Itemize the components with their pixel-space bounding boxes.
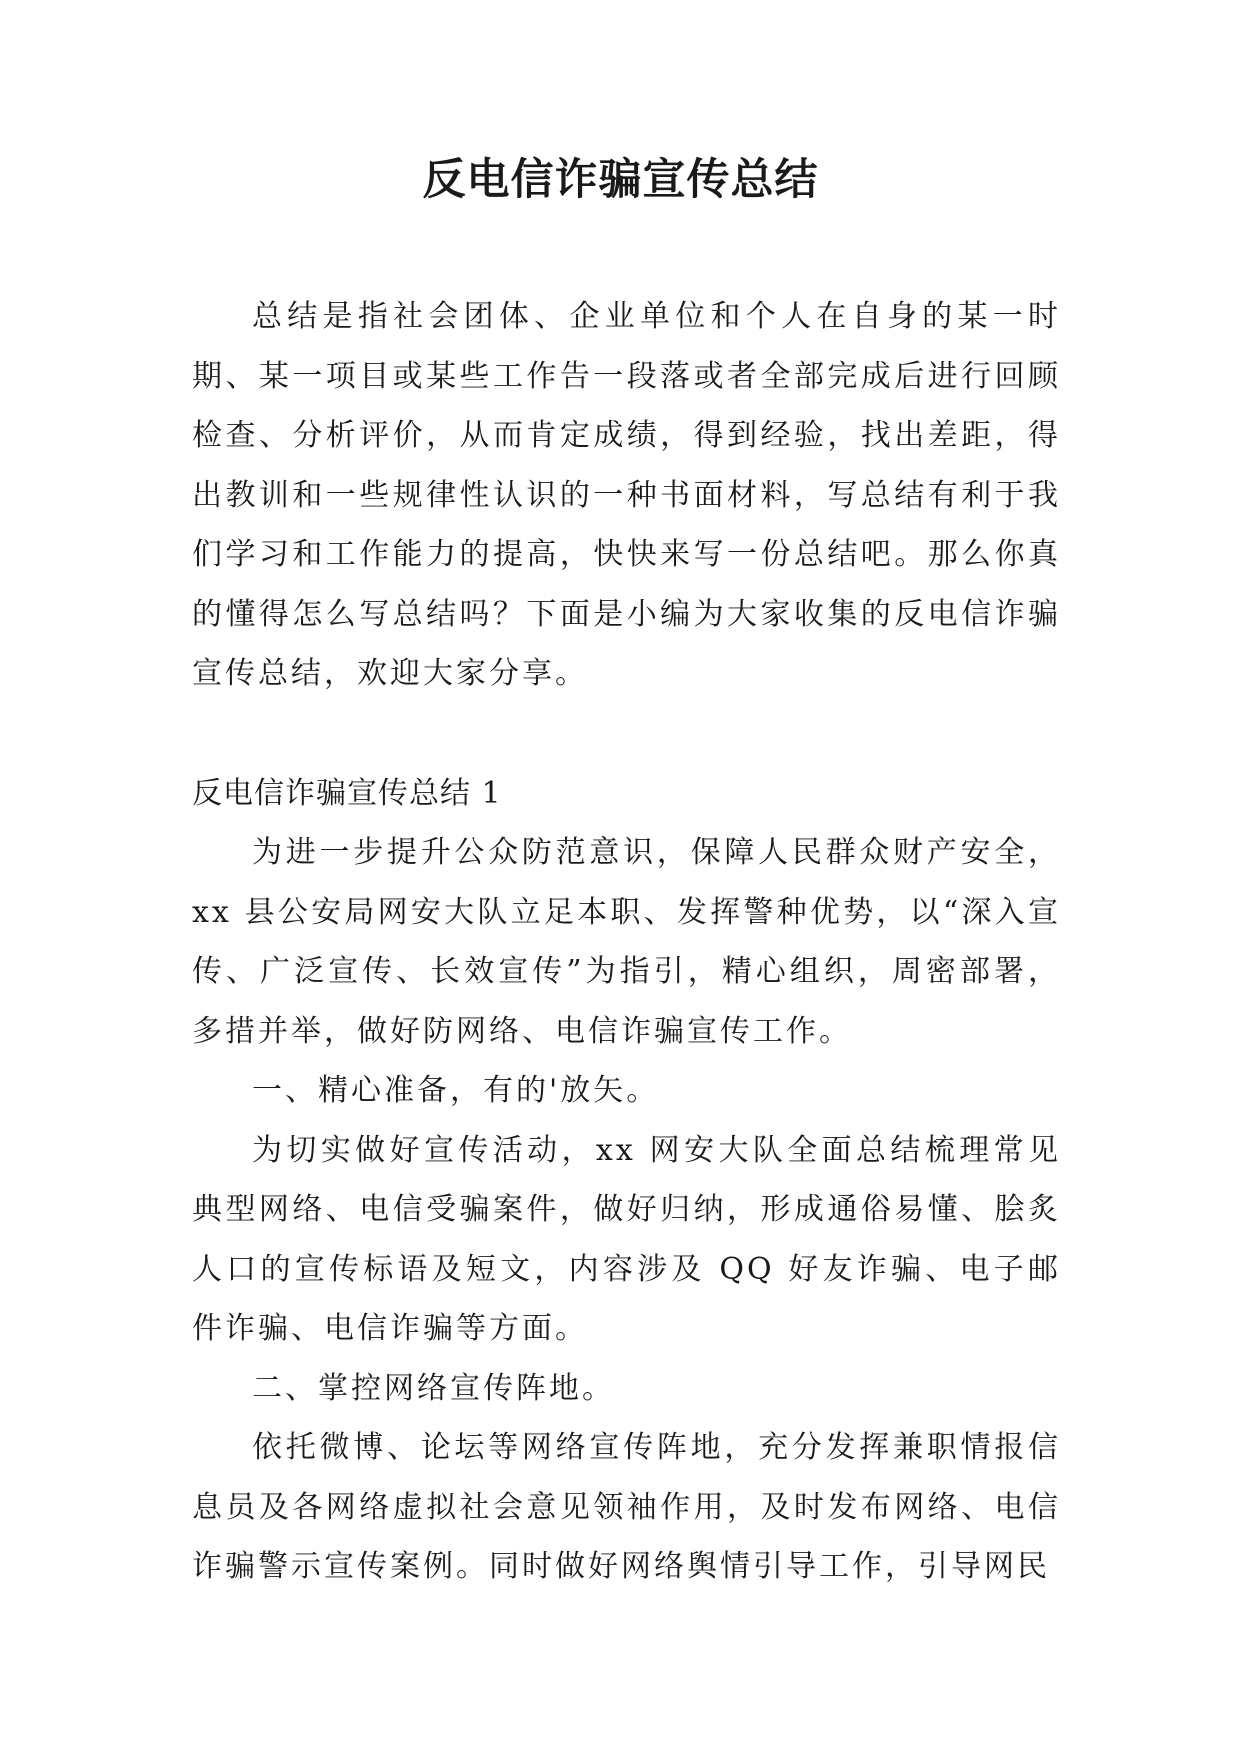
body-paragraph-1: 为进一步提升公众防范意识，保障人民群众财产安全，xx 县公安局网安大队立足本职、发挥警种优势，以“深入宣传、广泛宣传、长效宣传”为指引，精心组织，周密部署，多措并举，做好防网络、电信诈骗宣传工作。 — [192, 835, 1061, 1049]
document-body — [192, 287, 1061, 1597]
body-paragraph-3: 依托微博、论坛等网络宣传阵地，充分发挥兼职情报信息员及各网络虚拟社会意见领袖作用，及时发布网络、电信诈骗警示宣传案例。同时做好网络舆情引导工作，引导网民 — [192, 1430, 1061, 1584]
body-paragraph-2: 为切实做好宣传活动，xx 网安大队全面总结梳理常见典型网络、电信受骗案件，做好归纳，形成通俗易懂、脍炙人口的宣传标语及短文，内容涉及 QQ 好友诈骗、电子邮件诈骗、电信诈骗等方面。 — [192, 1132, 1061, 1346]
subheading-1: 一、精心准备，有的'放矢。 — [252, 1073, 660, 1108]
section-heading: 反电信诈骗宣传总结 1 — [192, 775, 502, 811]
intro-paragraph: 总结是指社会团体、企业单位和个人在自身的某一时期、某一项目或某些工作告一段落或者全部完成后进行回顾检查、分析评价，从而肯定成绩，得到经验，找出差距，得出教训和一些规律性认识的一种书面材料，写总结有利于我们学习和工作能力的提高，快快来写一份总结吧。那么你真的懂得怎么写总结吗？下面是小编为大家收集的反电信诈骗宣传总结，欢迎大家分享。 — [192, 299, 1061, 691]
document-title: 反电信诈骗宣传总结 — [422, 155, 819, 205]
subheading-2: 二、掌控网络宣传阵地。 — [252, 1370, 615, 1406]
section-spacer — [192, 704, 1061, 764]
